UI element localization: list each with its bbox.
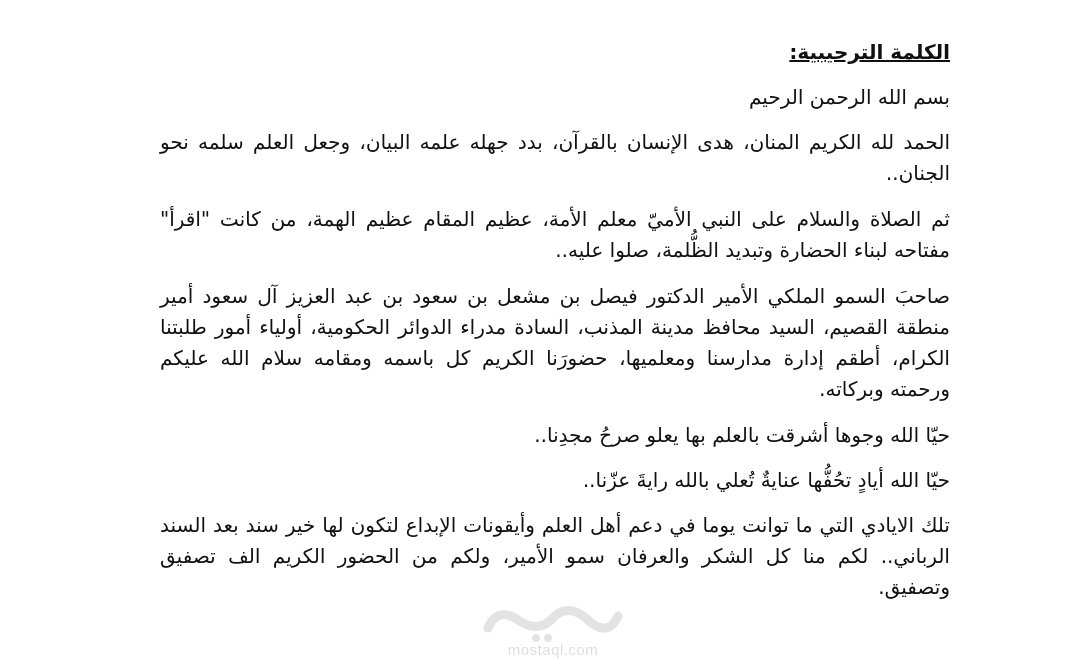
- salutation-paragraph: ثم الصلاة والسلام على النبي الأميّ معلم الأمة، عظيم المقام عظيم الهمة، من كانت "اقرأ" مفتاحه لبناء الحضارة وتبديد الظُّلمة، صلوا عليه..: [160, 207, 950, 262]
- document-body: [160, 36, 950, 618]
- welcome-faces-paragraph: حيّا الله وجوها أشرقت بالعلم بها يعلو صرحُ مجدِنا..: [534, 423, 950, 447]
- welcome-hands-paragraph: حيّا الله أيادٍ تحُفُّها عنايةٌ تُعلي بالله رايةَ عزّنا..: [582, 468, 950, 492]
- basmala-paragraph: بسم الله الرحمن الرحيم: [748, 85, 950, 109]
- watermark-text: mostaql.com: [507, 642, 599, 659]
- document-title: الكلمة الترحيبية:: [789, 40, 950, 64]
- praise-paragraph: الحمد لله الكريم المنان، هدى الإنسان بالقرآن، بدد جهله علمه البيان، وجعل العلم سلمه نحو الجنان..: [160, 130, 950, 185]
- thanks-paragraph: تلك الايادي التي ما توانت يوما في دعم أهل العلم وأيقونات الإبداع لتكون لها خير سند بعد السند الرباني.. لكم منا كل الشكر والعرفان سمو الأمير، ولكم من الحضور الكريم الف تصفيق وتصفيق.: [160, 513, 950, 599]
- greeting-dignitaries-paragraph: صاحبَ السمو الملكي الأمير الدكتور فيصل بن مشعل بن سعود بن عبد العزيز آل سعود أمير منطقة القصيم، السيد محافظ مدينة المذنب، السادة مدراء الدوائر الحكومية، أولياء أمور طلبتنا الكرام، أطقم إدارة مدارسنا ومعلميها، حضورَنا الكريم كل باسمه ومقامه سلام الله عليكم ورحمته وبركاته.: [160, 284, 950, 401]
